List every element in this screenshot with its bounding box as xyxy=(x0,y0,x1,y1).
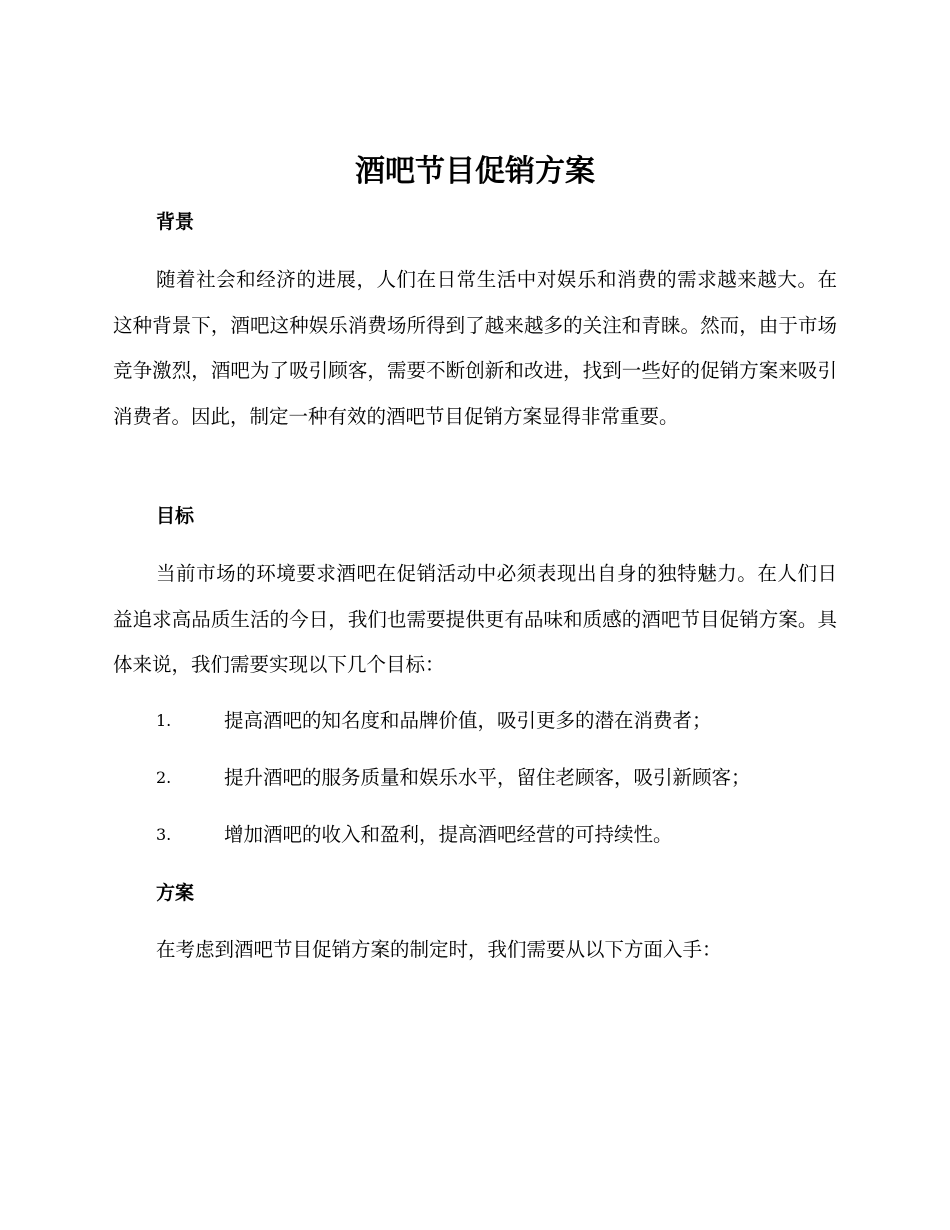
list-item-number: 1. xyxy=(156,711,172,730)
document-title: 酒吧节目促销方案 xyxy=(355,154,595,189)
list-item xyxy=(156,815,837,855)
list-item xyxy=(156,758,837,798)
goals-paragraph: 当前市场的环境要求酒吧在促销活动中必须表现出自身的独特魅力。在人们日益追求高品质生活的今日，我们也需要提供更有品味和质感的酒吧节目促销方案。具体来说，我们需要实现以下几个目标： xyxy=(113,562,837,676)
section-heading-goals: 目标 xyxy=(156,505,195,527)
list-item-number: 3. xyxy=(156,825,172,844)
section-heading-background: 背景 xyxy=(156,211,195,233)
plan-paragraph: 在考虑到酒吧节目促销方案的制定时，我们需要从以下方面入手： xyxy=(156,938,722,961)
background-paragraph: 随着社会和经济的进展，人们在日常生活中对娱乐和消费的需求越来越大。在这种背景下，酒吧这种娱乐消费场所得到了越来越多的关注和青睐。然而，由于市场竞争激烈，酒吧为了吸引顾客，需要不断创新和改进，找到一些好的促销方案来吸引消费者。因此，制定一种有效的酒吧节目促销方案显得非常重要。 xyxy=(113,268,837,428)
list-item xyxy=(156,701,837,741)
list-item-text: 提高酒吧的知名度和品牌价值，吸引更多的潜在消费者； xyxy=(224,709,712,732)
list-item-text: 提升酒吧的服务质量和娱乐水平，留住老顾客，吸引新顾客； xyxy=(224,766,751,789)
list-item-text: 增加酒吧的收入和盈利，提高酒吧经营的可持续性。 xyxy=(224,823,673,846)
list-item-number: 2. xyxy=(156,768,172,787)
section-heading-plan: 方案 xyxy=(156,882,195,904)
